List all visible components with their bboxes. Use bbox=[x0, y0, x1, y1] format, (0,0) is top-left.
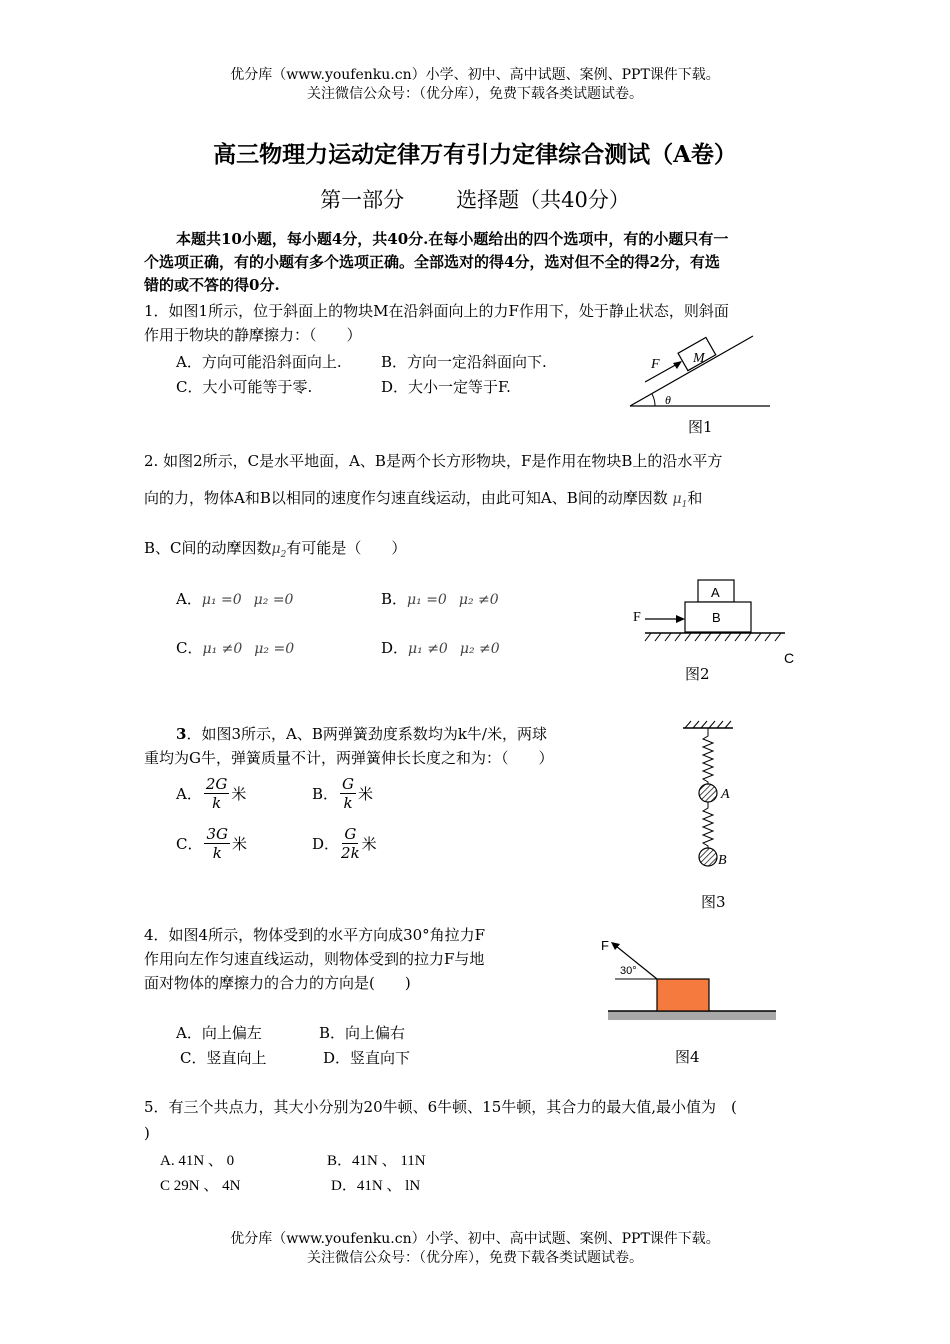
q1-stem-line-2: 作用于物块的静摩擦力：（ ） bbox=[144, 326, 362, 344]
section-part: 第一部分 bbox=[320, 188, 405, 212]
q2-mu1 bbox=[672, 491, 688, 510]
figure-2-caption: 图2 bbox=[685, 665, 710, 683]
q3-option-a-unit: 米 bbox=[231, 784, 247, 803]
q3-option-d bbox=[312, 825, 377, 862]
q3-option-b-denominator: k bbox=[343, 794, 353, 812]
instructions-line-2: 个选项正确，有的小题有多个选项正确。全部选对的得4分，选对但不全的得2分，有选 bbox=[144, 253, 720, 271]
q5-option-c: C 29N 、 4N bbox=[160, 1178, 241, 1194]
q2-mu1-sub: 1 bbox=[681, 499, 688, 510]
fig4-block bbox=[657, 979, 709, 1011]
q2-stem-line-3 bbox=[144, 537, 406, 566]
fig2-label-c: C bbox=[784, 650, 795, 666]
q5-option-b: B．41N 、 11N bbox=[327, 1153, 426, 1169]
fig3-ball-b bbox=[699, 848, 717, 866]
fig1-arrow-head bbox=[673, 361, 682, 369]
q2-stem-line-2 bbox=[144, 487, 702, 516]
figure-3-caption: 图3 bbox=[701, 893, 726, 911]
figure-4-caption: 图4 bbox=[675, 1048, 700, 1066]
q4-option-c: C．竖直向上 bbox=[180, 1049, 267, 1067]
figure-1-caption: 图1 bbox=[688, 418, 713, 436]
figure-2-blocks bbox=[625, 575, 805, 675]
instructions-line-3: 错的或不答的得0分. bbox=[144, 276, 280, 294]
q3-option-c-label: C． bbox=[176, 834, 203, 853]
fig3-ceiling-hatch bbox=[685, 721, 731, 728]
q3-option-b-unit: 米 bbox=[358, 784, 374, 803]
q2-option-c-label: C． bbox=[176, 639, 203, 657]
fig1-label-theta: θ bbox=[665, 393, 671, 407]
q3-option-a-numerator: 2G bbox=[205, 775, 228, 793]
q2-stem-line-3-post: 有可能是（ ） bbox=[286, 539, 407, 557]
fig1-label-m: M bbox=[693, 351, 705, 366]
q1-stem-line-1: 1．如图1所示，位于斜面上的物块M在沿斜面向上的力F作用下，处于静止状态，则斜面 bbox=[144, 302, 729, 320]
fig2-ground-hatch bbox=[645, 633, 781, 641]
q3-option-d-unit: 米 bbox=[361, 834, 377, 853]
fig3-label-b: B bbox=[718, 853, 727, 868]
fig3-spring-a bbox=[703, 728, 713, 784]
q4-stem-line-2: 作用向左作匀速直线运动，则物体受到的拉力F与地 bbox=[144, 950, 485, 968]
q2-mu2-symbol: μ bbox=[271, 541, 281, 557]
q3-option-a bbox=[176, 775, 246, 812]
q1-option-a: A．方向可能沿斜面向上. bbox=[176, 353, 342, 371]
q2-option-c bbox=[176, 637, 294, 660]
q3-stem-line-1-text: ．如图3所示，A、B两弹簧劲度系数均为k牛/米，两球 bbox=[186, 725, 547, 743]
footer-line-2: 关注微信公众号：（优分库），免费下载各类试题试卷。 bbox=[307, 1250, 643, 1266]
q3-option-a-denominator: k bbox=[212, 794, 222, 812]
q2-option-b-mu2: μ₂ ≠0 bbox=[458, 592, 499, 608]
fig4-label-f: F bbox=[601, 938, 609, 953]
fig2-label-f: F bbox=[633, 610, 641, 625]
q2-stem-line-2-text: 向的力，物体A和B以相同的速度作匀速直线运动，由此可知A、B间的动摩因数 bbox=[144, 489, 668, 507]
header-line-2: 关注微信公众号：（优分库），免费下载各类试题试卷。 bbox=[307, 86, 643, 102]
q2-option-d-mu2: μ₂ ≠0 bbox=[459, 641, 500, 657]
q1-option-b: B．方向一定沿斜面向下. bbox=[381, 353, 547, 371]
fig1-angle-arc bbox=[652, 394, 655, 406]
section-title bbox=[0, 184, 950, 214]
q2-option-d-label: D． bbox=[381, 639, 409, 657]
fig3-spring-b bbox=[703, 802, 713, 848]
q3-option-c-fraction bbox=[204, 825, 230, 862]
page-title: 高三物理力运动定律万有引力定律综合测试（A卷） bbox=[213, 141, 737, 168]
q3-option-c-numerator: 3G bbox=[206, 825, 229, 843]
figure-4-block bbox=[600, 932, 785, 1027]
q5-stem-line-1: 5．有三个共点力，其大小分别为20牛顿、6牛顿、15牛顿，其合力的最大值,最小值为 ( bbox=[144, 1098, 737, 1116]
q2-stem-line-1: 2. 如图2所示，C是水平地面，A、B是两个长方形物块，F是作用在物块B上的沿水平方 bbox=[144, 452, 723, 470]
q1-option-d: D．大小一定等于F. bbox=[381, 378, 511, 396]
q4-option-d: D．竖直向下 bbox=[323, 1049, 411, 1067]
q3-stem-line-2: 重均为G牛，弹簧质量不计，两弹簧伸长长度之和为：（ ） bbox=[144, 749, 554, 767]
q2-mu2 bbox=[271, 541, 287, 560]
fig3-ball-a bbox=[699, 784, 717, 802]
q2-option-b bbox=[381, 588, 499, 611]
q4-stem-line-3: 面对物体的摩擦力的合力的方向是( ) bbox=[144, 974, 411, 992]
q2-mu2-sub: 2 bbox=[280, 549, 287, 560]
q3-option-c bbox=[176, 825, 247, 862]
fig2-label-a: A bbox=[711, 585, 720, 600]
q5-stem-line-2: ) bbox=[144, 1124, 150, 1142]
fig4-label-angle: 30° bbox=[620, 965, 637, 977]
fig1-label-f: F bbox=[651, 357, 660, 372]
q3-option-b-label: B． bbox=[312, 784, 339, 803]
q2-stem-line-2-end: 和 bbox=[687, 489, 703, 507]
fig4-ground-fill bbox=[608, 1011, 776, 1020]
q1-option-c: C．大小可能等于零. bbox=[176, 378, 313, 396]
q4-option-b: B．向上偏右 bbox=[319, 1024, 406, 1042]
q3-option-d-numerator: G bbox=[344, 825, 357, 843]
q3-stem-line-1 bbox=[176, 723, 547, 745]
q2-option-a bbox=[176, 588, 293, 611]
q2-option-b-mu1: μ₁ =0 bbox=[407, 592, 447, 608]
q3-option-a-label: A． bbox=[176, 784, 202, 803]
q3-option-b-fraction bbox=[340, 775, 356, 812]
q2-option-a-mu2: μ₂ =0 bbox=[253, 592, 294, 608]
q2-option-b-label: B． bbox=[381, 590, 408, 608]
figure-1-incline bbox=[625, 330, 775, 410]
q5-option-d: D．41N 、 lN bbox=[331, 1178, 421, 1194]
q3-option-d-label: D． bbox=[312, 834, 340, 853]
header-line-1: 优分库（www.youfenku.cn）小学、初中、高中试题、案例、PPT课件下载。 bbox=[230, 67, 720, 83]
q5-option-a: A. 41N 、 0 bbox=[160, 1153, 235, 1169]
q2-option-c-mu1: μ₁ ≠0 bbox=[202, 641, 243, 657]
q2-mu1-symbol: μ bbox=[672, 491, 682, 507]
figure-3-springs bbox=[675, 718, 755, 878]
q2-option-d bbox=[381, 637, 500, 660]
fig2-arrow-head bbox=[676, 615, 685, 623]
fig2-label-b: B bbox=[712, 610, 721, 625]
q3-option-d-denominator: 2k bbox=[341, 844, 360, 862]
instructions-line-1: 本题共10小题，每小题4分，共40分.在每小题给出的四个选项中，有的小题只有一 bbox=[176, 230, 729, 248]
q4-stem-line-1: 4．如图4所示，物体受到的水平方向成30°角拉力F bbox=[144, 926, 486, 944]
q2-option-c-mu2: μ₂ =0 bbox=[254, 641, 295, 657]
q2-option-a-label: A． bbox=[176, 590, 202, 608]
q3-option-a-fraction bbox=[204, 775, 230, 812]
q3-option-c-denominator: k bbox=[212, 844, 222, 862]
q3-number: 3 bbox=[176, 725, 187, 743]
fig3-label-a: A bbox=[721, 787, 730, 802]
q3-option-b bbox=[312, 775, 373, 812]
q2-option-a-mu1: μ₁ =0 bbox=[201, 592, 242, 608]
q2-option-d-mu1: μ₁ ≠0 bbox=[408, 641, 448, 657]
q3-option-d-fraction bbox=[341, 825, 360, 862]
footer-line-1: 优分库（www.youfenku.cn）小学、初中、高中试题、案例、PPT课件下载。 bbox=[230, 1231, 720, 1247]
q4-option-a: A．向上偏左 bbox=[176, 1024, 262, 1042]
q2-stem-line-3-pre: B、C间的动摩因数 bbox=[144, 539, 272, 557]
q3-option-b-numerator: G bbox=[342, 775, 355, 793]
section-name: 选择题（共40分） bbox=[456, 188, 630, 212]
q3-option-c-unit: 米 bbox=[232, 834, 248, 853]
